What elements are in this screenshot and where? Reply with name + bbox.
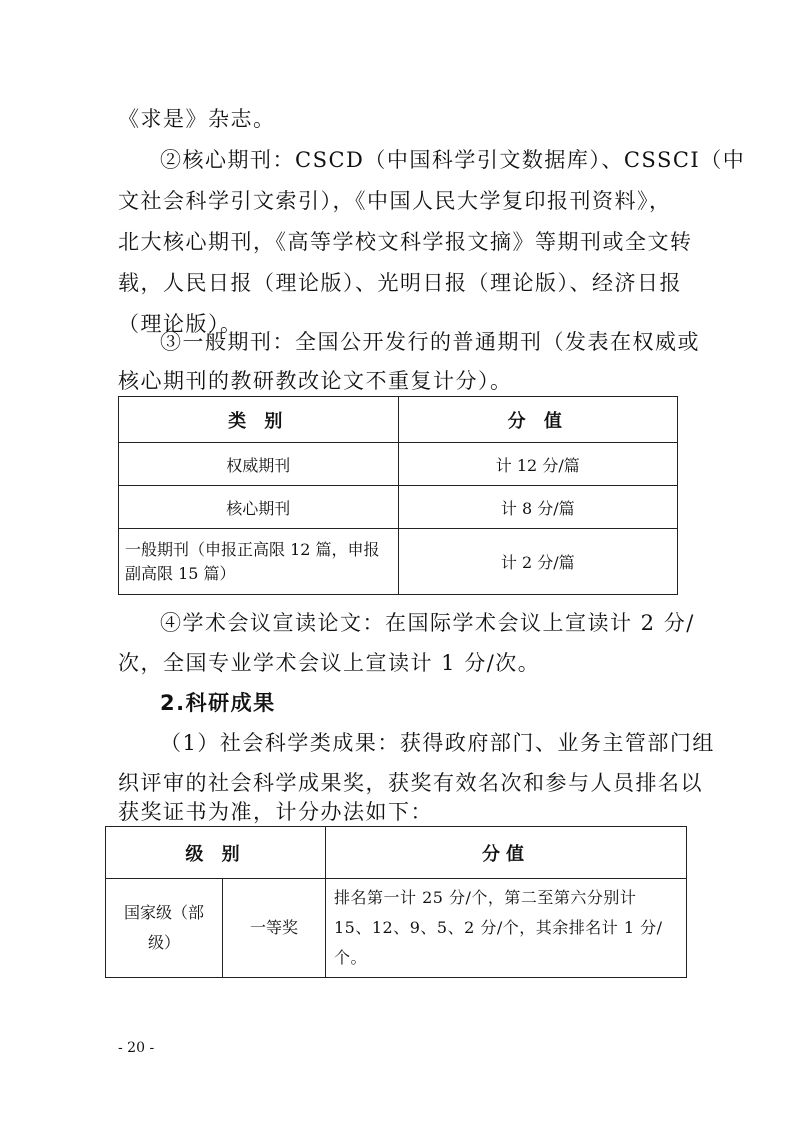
table-header-row — [106, 827, 687, 879]
paragraph-line: （1）社会科学类成果：获得政府部门、业务主管部门组 — [160, 731, 715, 755]
table-header-row — [119, 397, 678, 443]
paragraph-line: （理论版）。 — [118, 312, 243, 336]
section-heading: 2.科研成果 — [160, 691, 276, 715]
table-row — [119, 486, 678, 529]
category-cell: 核心期刊 — [119, 486, 399, 529]
value-cell: 计 2 分/篇 — [398, 529, 678, 595]
value-cell: 计 8 分/篇 — [398, 486, 678, 529]
category-cell: 一般期刊（申报正高限 12 篇，申报副高限 15 篇） — [119, 529, 399, 595]
level-cell: 国家级（部级） — [106, 879, 223, 978]
paragraph-line: 核心期刊的教研教改论文不重复计分）。 — [118, 369, 513, 393]
column-header-category: 类 别 — [119, 397, 399, 443]
page-number: - 20 - — [118, 1040, 155, 1056]
journal-score-table — [118, 396, 678, 595]
paragraph-line: ④学术会议宣读论文：在国际学术会议上宣读计 2 分/ — [160, 611, 695, 635]
paragraph-line: ③一般期刊：全国公开发行的普通期刊（发表在权威或 — [160, 330, 700, 354]
column-header-score: 分值 — [326, 827, 687, 879]
award-cell: 一等奖 — [223, 879, 326, 978]
table-row — [119, 443, 678, 486]
paragraph-line: 《求是》杂志。 — [118, 107, 276, 131]
column-header-value: 分 值 — [398, 397, 678, 443]
paragraph-line: 载，人民日报（理论版）、光明日报（理论版）、经济日报 — [118, 271, 682, 295]
paragraph-line: 文社会科学引文索引），《中国人民大学复印报刊资料》， — [118, 189, 672, 213]
category-cell: 权威期刊 — [119, 443, 399, 486]
paragraph-line: 获奖证书为准，计分办法如下： — [118, 800, 433, 824]
value-cell: 计 12 分/篇 — [398, 443, 678, 486]
score-cell: 排名第一计 25 分/个，第二至第六分别计 15、12、9、5、2 分/个，其余排名计 1 分/个。 — [326, 879, 687, 978]
paragraph-line: 北大核心期刊，《高等学校文科学报文摘》等期刊或全文转 — [118, 230, 693, 254]
column-header-level: 级 别 — [106, 827, 326, 879]
table-row — [106, 879, 687, 978]
paragraph-line: 次，全国专业学术会议上宣读计 1 分/次。 — [118, 651, 541, 675]
paragraph-line: 织评审的社会科学成果奖，获奖有效名次和参与人员排名以 — [118, 771, 703, 795]
paragraph-line: ②核心期刊：CSCD（中国科学引文数据库）、CSSCI（中 — [160, 148, 746, 172]
table-row — [119, 529, 678, 595]
research-award-table — [105, 826, 687, 978]
